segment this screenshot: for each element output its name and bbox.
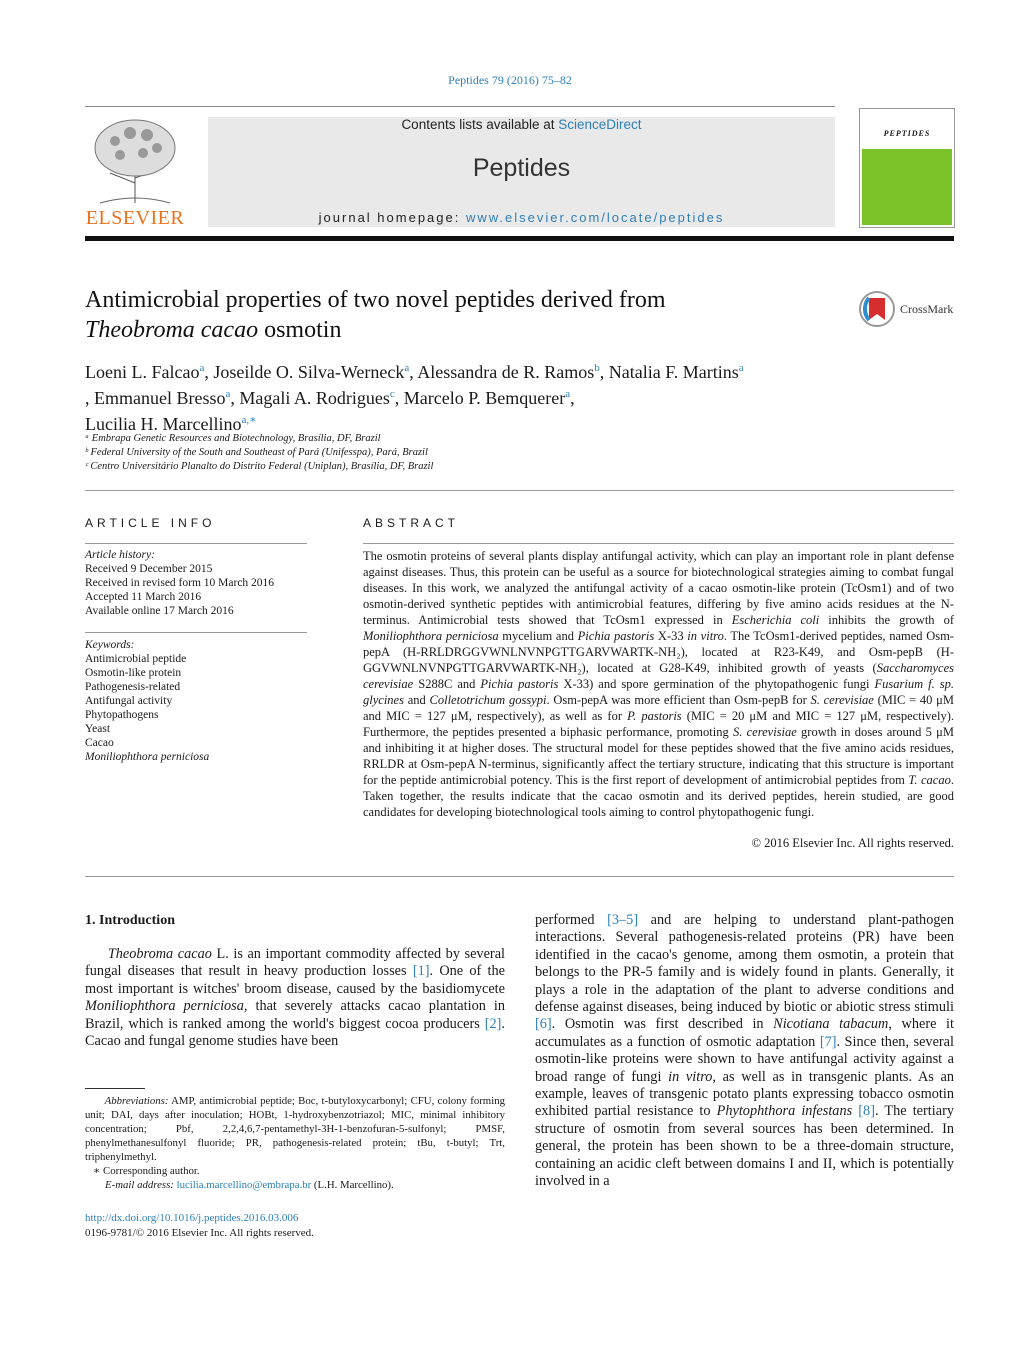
keyword: Antimicrobial peptide [85, 653, 187, 665]
doi-link[interactable]: http://dx.doi.org/10.1016/j.peptides.2016.03.006 [85, 1212, 299, 1224]
cover-green-panel [862, 149, 952, 225]
keyword: Cacao [85, 737, 114, 749]
author-affil-mark[interactable]: a [404, 362, 410, 374]
abbreviations-text: AMP, antimicrobial peptide; Boc, t-butyloxycarbonyl; CFU, colony forming unit; DAI, days after inoculation; HOBt, 1-hydroxybenzotriazol; MIC, minimal inhibitory concentration; Pbf, 2,2,4,6,7-pentamethyl-3H-1-benzofuran-5-sulfonyl; PMSF, phenylmethanesulfonyl fluoride; PR, pathogenesis-related protein; tBu, t-butyl; Trt, triphenylmethyl. [85, 1095, 506, 1163]
author-affil-mark[interactable]: a [738, 362, 744, 374]
keyword: Moniliophthora perniciosa [85, 751, 210, 763]
contents-line [208, 117, 835, 132]
homepage-prefix: journal homepage: [318, 210, 466, 225]
article-identifiers [85, 1211, 505, 1241]
abstract-copyright: © 2016 Elsevier Inc. All rights reserved. [751, 836, 954, 850]
author-name: Natalia F. Martins [608, 362, 739, 382]
author-name: Magali A. Rodrigues [239, 388, 390, 408]
abstract-heading: ABSTRACT [363, 516, 460, 530]
affiliation-c: ᶜ Centro Universitário Planalto do Distrito Federal (Uniplan), Brasília, DF, Brazil [85, 461, 434, 472]
keyword: Osmotin-like protein [85, 667, 182, 679]
author-sep: , [409, 362, 418, 382]
elsevier-wordmark: ELSEVIER [85, 207, 185, 229]
author-affil-mark[interactable]: a [565, 388, 571, 400]
citation-link[interactable]: [8] [858, 1103, 875, 1120]
keywords-label: Keywords: [85, 639, 135, 651]
author-affil-mark[interactable]: a [199, 362, 205, 374]
title-line-2 [85, 315, 805, 345]
author-affil-mark[interactable]: c [389, 388, 395, 400]
citation-link[interactable]: [6] [535, 1016, 552, 1033]
header-rule [85, 106, 835, 107]
affiliation-a: ᵃ Embrapa Genetic Resources and Biotechnology, Brasília, DF, Brazil [85, 433, 381, 444]
author-affil-mark[interactable]: a,∗ [241, 414, 257, 426]
author-affil-mark[interactable]: a [225, 388, 231, 400]
intro-column-left: Theobroma cacao L. is an important commodity affected by several fungal diseases that result in heavy production losses [1]. One of the most important is witches' broom disease, caused by the basidiomycete Moniliophthora perniciosa, that severely attacks cacao plantation in Brazil, which is ranked among the world's biggest cocoa producers [2]. Cacao and fungal genome studies have been [85, 946, 506, 1050]
title-line-2-rest: osmotin [258, 317, 342, 343]
contents-prefix: Contents lists available at [401, 117, 559, 132]
header-thick-rule [85, 236, 954, 241]
keywords [85, 638, 307, 764]
author-line-2 [85, 383, 885, 409]
abbreviations-footnote [85, 1094, 505, 1164]
email-suffix: (L.H. Marcellino). [311, 1179, 394, 1191]
journal-title: Peptides [472, 154, 571, 182]
history-accepted: Accepted 11 March 2016 [85, 591, 202, 603]
history-received: Received 9 December 2015 [85, 563, 213, 575]
journal-homepage [208, 210, 835, 225]
body-rule [85, 876, 954, 877]
history-label: Article history: [85, 549, 155, 561]
citation-link[interactable]: [7] [819, 1033, 837, 1050]
crossmark-label: CrossMark [900, 302, 954, 316]
keyword: Yeast [85, 723, 111, 735]
author-sep: , [570, 388, 575, 408]
crossmark-icon [858, 290, 896, 328]
title-species: Theobroma cacao [85, 317, 259, 343]
author-line-1 [85, 357, 885, 383]
issn-copyright: 0196-9781/© 2016 Elsevier Inc. All rights reserved. [85, 1227, 314, 1239]
citation-link[interactable]: [3–5] [607, 912, 639, 928]
author-line-3 [85, 409, 885, 435]
history-revised: Received in revised form 10 March 2016 [85, 577, 275, 589]
article-info-heading: ARTICLE INFO [85, 516, 216, 530]
introduction-heading: 1. Introduction [85, 913, 175, 928]
journal-reference[interactable]: Peptides 79 (2016) 75–82 [448, 73, 572, 87]
crossmark-badge[interactable] [858, 290, 958, 330]
author-sep: , [204, 362, 214, 382]
sciencedirect-link[interactable]: ScienceDirect [558, 117, 642, 132]
abbreviations-label: Abbreviations: [104, 1095, 169, 1107]
abstract-rule [363, 543, 954, 544]
author-name: Marcelo P. Bemquerer [403, 388, 566, 408]
author-name: Lucilia H. Marcellino [85, 414, 242, 434]
author-list [85, 357, 885, 435]
article-info-rule [85, 543, 307, 544]
author-affil-mark[interactable]: b [594, 362, 600, 374]
article-title [85, 285, 805, 345]
author-sep: , [230, 388, 240, 408]
intro-column-right: performed [3–5] and are helping to understand plant-pathogen interactions. Several pathogenesis-related proteins (PR) have been identified in the cacao's genome, among them osmotin, a protein that belongs to the PR-5 family and is widely found in plants. Generally, it plays a role in the adaptation of the plant to adverse conditions and defense against diseases, being induced by biotic or abiotic stress stimuli [6]. Osmotin was first described in Nicotiana tabacum, where it accumulates as a function of osmotic adaptation [7]. Since then, several osmotin-like proteins were shown to have antifungal activity against a broad range of fungi in vitro, as well as in transgenic plants. As an example, leaves of transgenic potato plants expressing tobacco osmotin exhibited partial resistance to Phytophthora infestans [8]. The tertiary structure of osmotin from several sources has been determined. In general, the protein has been shown to be a three-domain structure, containing an acidic cleft between domains I and II, which is potentially involved in a [535, 912, 955, 1190]
citation-link[interactable]: [2] [484, 1015, 502, 1032]
email-label: E-mail address: [105, 1179, 177, 1191]
footnote-rule [85, 1088, 145, 1089]
title-line-1: Antimicrobial properties of two novel peptides derived from [85, 287, 666, 313]
article-history [85, 548, 307, 618]
affiliation-b: ᵇ Federal University of the South and Southeast of Pará (Unifesspa), Pará, Brazil [85, 447, 428, 458]
keywords-rule [85, 632, 307, 633]
author-name: Joseilde O. Silva-Werneck [213, 362, 405, 382]
email-footnote [85, 1178, 505, 1192]
author-sep: , [394, 388, 404, 408]
author-name: , Emmanuel Bresso [85, 388, 226, 408]
footnotes [85, 1094, 505, 1192]
author-name: Alessandra de R. Ramos [417, 362, 595, 382]
corresponding-author: ∗ Corresponding author. [93, 1165, 200, 1177]
affiliation-rule [85, 490, 954, 491]
history-online: Available online 17 March 2016 [85, 605, 234, 617]
keyword: Phytopathogens [85, 709, 159, 721]
keyword: Antifungal activity [85, 695, 173, 707]
homepage-link[interactable]: www.elsevier.com/locate/peptides [465, 210, 725, 225]
email-link[interactable]: lucilia.marcellino@embrapa.br [176, 1179, 312, 1191]
journal-cover-thumbnail [859, 108, 955, 228]
author-name: Loeni L. Falcao [85, 362, 200, 382]
author-sep: , [599, 362, 609, 382]
citation-link[interactable]: [1] [412, 963, 430, 980]
cover-title: PEPTIDES [883, 129, 931, 138]
keyword: Pathogenesis-related [85, 681, 181, 693]
abstract-text: The osmotin proteins of several plants display antifungal activity, which can play an important role in plant defense against diseases. Thus, this protein can be useful as a source for biotechnological strategies aiming to combat fungal diseases. In this work, we analyzed the antifungal activity of a cacao osmotin-like protein (TcOsm1) and of two osmotin-derived synthetic peptides with antimicrobial features, differing by five amino acids residues at the N-terminus. Antimicrobial tests showed that TcOsm1 expressed in Escherichia coli inhibits the growth of Moniliophthora perniciosa mycelium and Pichia pastoris X-33 in vitro. The TcOsm1-derived peptides, named Osm-pepA (H-RRLDRGGVWNLNVNPGTTGARVWARTK-NH₂), located at R23-K49, and Osm-pepB (H-GGVWNLNVNPGTTGARVWARTK-NH₂), located at G28-K49, inhibited growth of yeasts (Saccharomyces cerevisiae S288C and Pichia pastoris X-33) and spore germination of the phytopathogenic fungi Fusarium f. sp. glycines and Colletotrichum gossypi. Osm-pepA was more efficient than Osm-pepB for S. cerevisiae (MIC = 40 μM and MIC = 127 μM, respectively), as well as for P. pastoris (MIC = 20 μM and MIC = 127 μM, respectively). Furthermore, the peptides presented a biphasic performance, promoting S. cerevisiae growth in doses around 5 μM and inhibiting it at higher doses. The structural model for these peptides showed that the five amino acids residues, RRLDR at Osm-pepA N-terminus, significantly affect the tertiary structure, indicating that this structure is important for the peptide antimicrobial potency. This is the first report of development of antimicrobial peptides from T. cacao. Taken together, the results indicate that the cacao osmotin and its derived peptides, herein studied, are good candidates for developing biotechnological tools aiming to control phytopathogenic fungi. [363, 549, 955, 819]
